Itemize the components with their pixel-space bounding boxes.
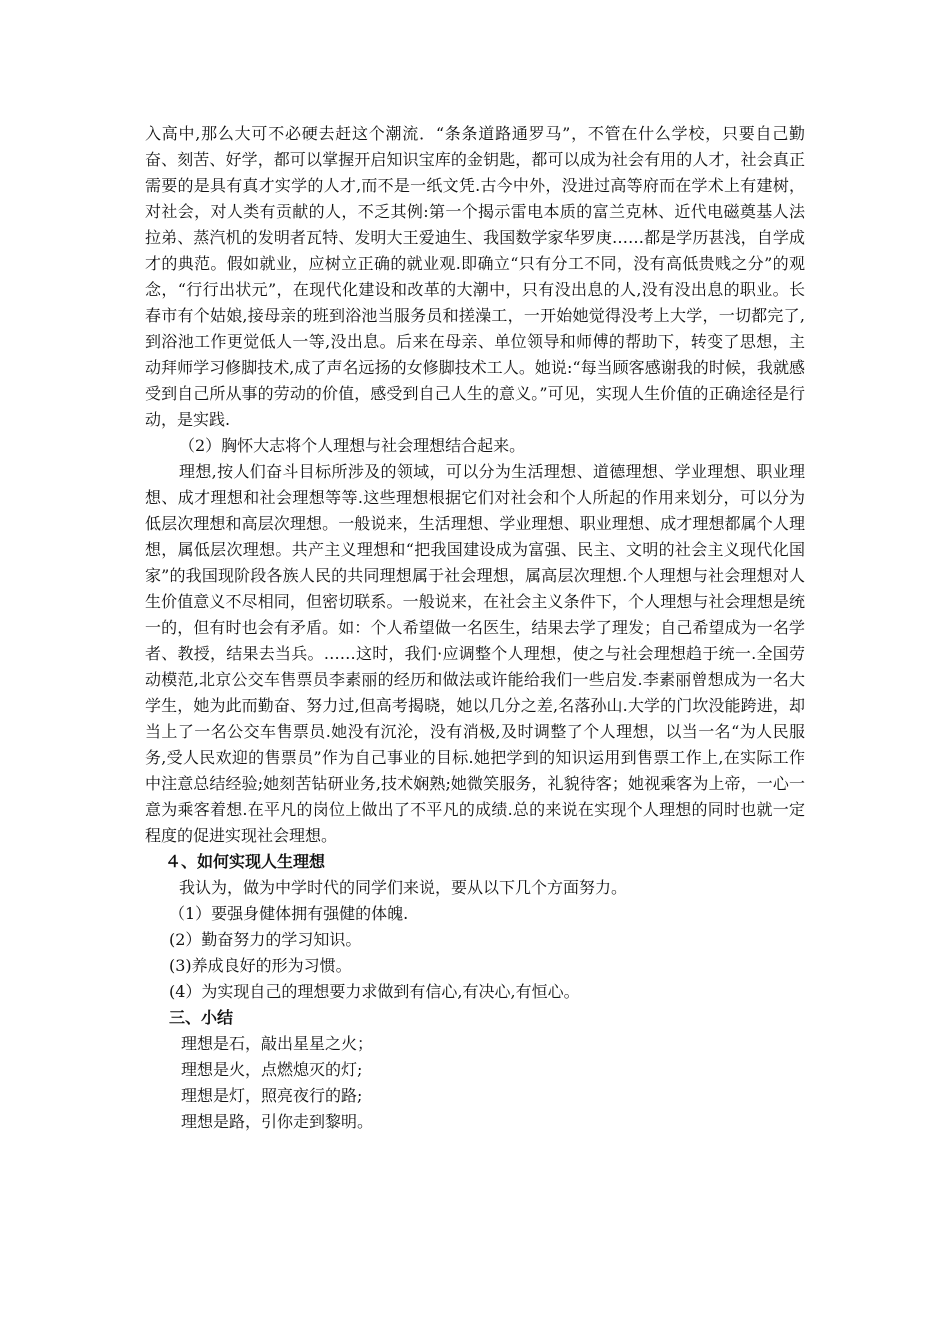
poem-line: 理想是路，引你走到黎明。 <box>181 1112 374 1131</box>
poem-line: 理想是火，点燃熄灭的灯; <box>181 1060 363 1079</box>
subheading-2: （2）胸怀大志将个人理想与社会理想结合起来。 <box>179 436 526 455</box>
body-paragraph-continuation: 入高中,那么大可不必硬去赶这个潮流．“条条道路通罗马”，不管在什么学校，只要自己勤奋、刻苦、好学，都可以掌握开启知识宝库的金钥匙，都可以成为社会有用的人才，社会真正需要的是具有真才实学的人才,而不是一纸文凭.古今中外，没进过高等府而在学术上有建树，对社会，对人类有贡献的人，不乏其例:第一个揭示雷电本质的富兰克林、近代电磁奠基人法拉弟、蒸汽机的发明者瓦特、发明大王爱迪生、我国数学家华罗庚……都是学历甚浅，自学成才的典范。假如就业，应树立正确的就业观.即确立“只有分工不同，没有高低贵贱之分”的观念，“行行出状元”，在现代化建设和改革的大潮中，只有没出息的人,没有没出息的职业。长春市有个姑娘,接母亲的班到浴池当服务员和搓澡工，一开始她觉得没考上大学，一切都完了,到浴池工作更觉低人一等,没出息。后来在母亲、单位领导和师傅的帮助下，转变了思想，主动拜师学习修脚技术,成了声名远扬的女修脚技术工人。她说:“每当顾客感谢我的时候，我就感受到自己所从事的劳动的价值，感受到自己人生的意义。”可见，实现人生价值的正确途径是行动，是实践. <box>145 124 805 429</box>
section-heading-4: ４、如何实现人生理想 <box>165 852 326 871</box>
list-item: (4）为实现自己的理想要力求做到有信心,有决心,有恒心。 <box>169 982 580 1001</box>
list-item: (3)养成良好的形为习惯。 <box>169 956 352 975</box>
document-page <box>145 121 805 1135</box>
poem-line: 理想是石，敲出星星之火； <box>181 1034 374 1053</box>
intro-paragraph: 我认为，做为中学时代的同学们来说，要从以下几个方面努力。 <box>179 878 628 897</box>
list-item: （1）要强身健体拥有强健的体魄. <box>169 904 409 923</box>
section-heading-summary: 三、小结 <box>169 1008 234 1027</box>
list-item: (2）勤奋努力的学习知识。 <box>169 930 362 949</box>
body-paragraph-ideals: 理想,按人们奋斗目标所涉及的领域，可以分为生活理想、道德理想、学业理想、职业理想、成才理想和社会理想等等.这些理想根据它们对社会和个人所起的作用来划分，可以分为低层次理想和高层次理想。一般说来，生活理想、学业理想、职业理想、成才理想都属个人理想，属低层次理想。共产主义理想和“把我国建设成为富强、民主、文明的社会主义现代化国家”的我国现阶段各族人民的共同理想属于社会理想，属高层次理想.个人理想与社会理想对人生价值意义不尽相同，但密切联系。一般说来，在社会主义条件下，个人理想与社会理想是统一的，但有时也会有矛盾。如：个人希望做一名医生，结果去学了理发；自己希望成为一名学者、教授，结果去当兵。……这时，我们·应调整个人理想，使之与社会理想趋于统一.全国劳动模范,北京公交车售票员李素丽的经历和做法或许能给我们一些启发.李素丽曾想成为一名大学生，她为此而勤奋、努力过,但高考揭晓，她以几分之差,名落孙山.大学的门坎没能跨进，却当上了一名公交车售票员.她没有沉沦，没有消极,及时调整了个人理想，以当一名“为人民服务,受人民欢迎的售票员”作为自己事业的目标.她把学到的知识运用到售票工作上,在实际工作中注意总结经验;她刻苦钻研业务,技术娴熟;她微笑服务，礼貌待客；她视乘客为上帝，一心一意为乘客着想.在平凡的岗位上做出了不平凡的成绩.总的来说在实现个人理想的同时也就一定程度的促进实现社会理想。 <box>145 462 805 845</box>
poem-line: 理想是灯，照亮夜行的路; <box>181 1086 363 1105</box>
